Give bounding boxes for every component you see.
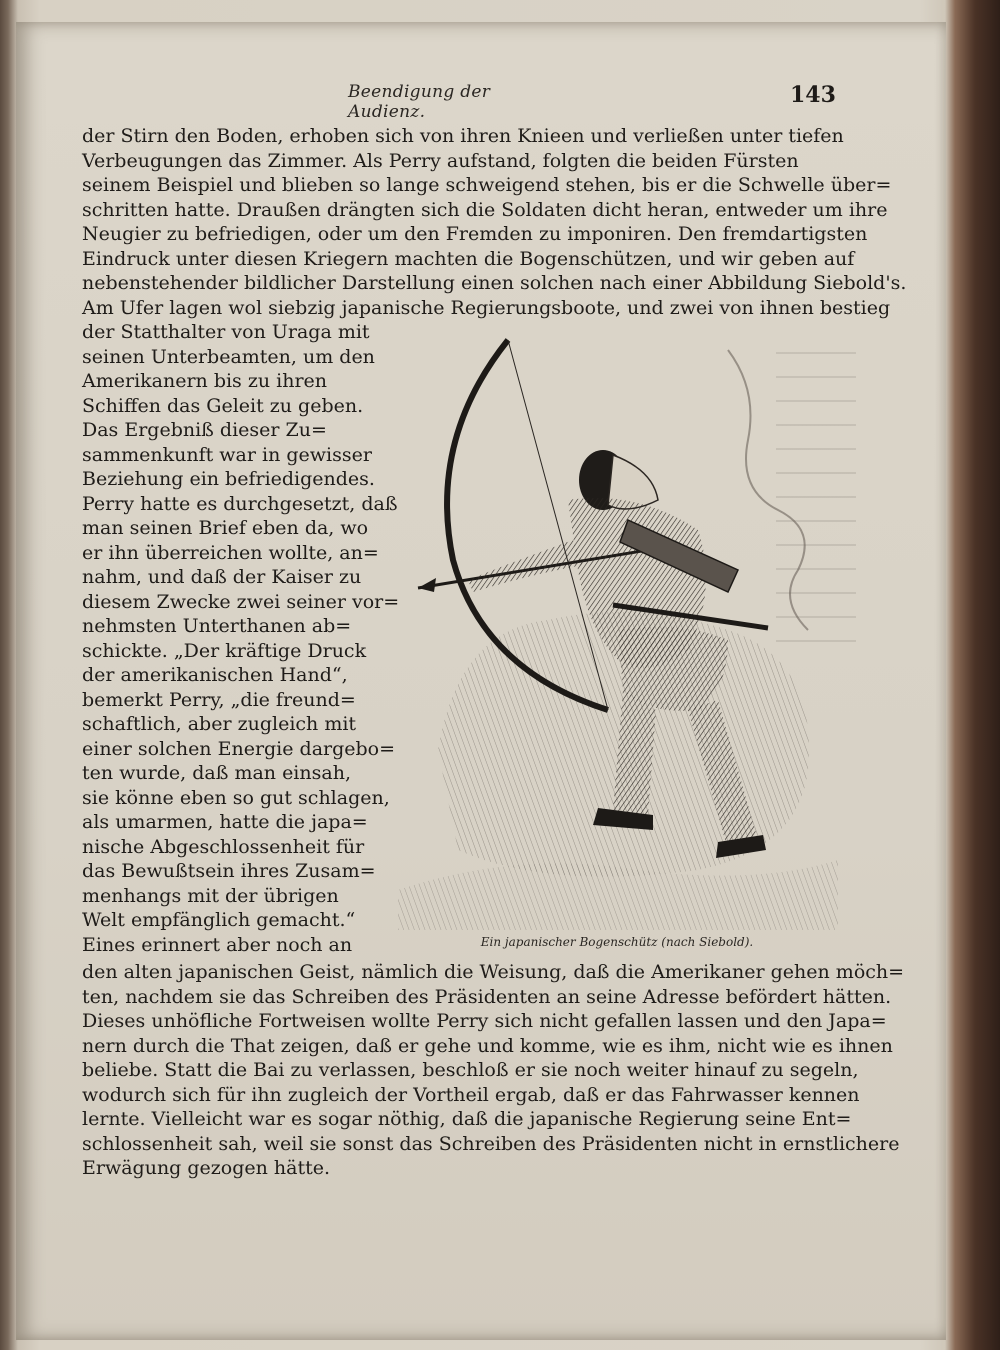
- text-line: Beziehung ein befriedigendes.: [82, 468, 375, 490]
- text-line: sammenkunft war in gewisser: [82, 443, 372, 466]
- archer-illustration: [398, 330, 838, 930]
- text-line: lernte. Vielleicht war es sogar nöthig, daß die japanische Regierung seine Ent=: [82, 1108, 852, 1130]
- text-line: Neugier zu befriedigen, oder um den Fremden zu imponiren. Den fremdartigsten: [82, 223, 868, 245]
- figure-caption: Ein japanischer Bogenschütz (nach Siebold).: [480, 935, 754, 949]
- text-line: Amerikanern bis zu ihren: [82, 370, 328, 392]
- text-line: der Statthalter von Uraga mit: [82, 321, 370, 343]
- text-line: Am Ufer lagen wol siebzig japanische Regierungsboote, und zwei von ihnen bestieg: [82, 296, 891, 319]
- text-line: man seinen Brief eben da, wo: [82, 517, 369, 539]
- text-line: den alten japanischen Geist, nämlich die Weisung, daß die Amerikaner gehen möch=: [82, 961, 905, 983]
- text-line: nische Abgeschlossenheit für: [82, 835, 365, 858]
- text-line: Schiffen das Geleit zu geben.: [82, 394, 364, 417]
- text-line: bemerkt Perry, „die freund=: [82, 688, 356, 711]
- text-line: schaftlich, aber zugleich mit: [82, 713, 357, 735]
- text-line: Perry hatte es durchgesetzt, daß: [82, 492, 398, 515]
- text-line: wodurch sich für ihn zugleich der Vortheil ergab, daß er das Fahrwasser kennen: [82, 1083, 860, 1106]
- text-line: seinem Beispiel und blieben so lange schweigend stehen, bis er die Schwelle über=: [82, 174, 892, 196]
- text-line: schickte. „Der kräftige Druck: [82, 639, 367, 662]
- running-head: Beendigung der Audienz.: [348, 82, 491, 122]
- text-line: Erwägung gezogen hätte.: [82, 1157, 331, 1179]
- text-line: diesem Zwecke zwei seiner vor=: [82, 590, 400, 613]
- text-line: beliebe. Statt die Bai zu verlassen, beschloß er sie noch weiter hinauf zu segeln,: [82, 1059, 859, 1081]
- text-line: nehmsten Unterthanen ab=: [82, 615, 352, 637]
- text-line: menhangs mit der übrigen: [82, 884, 339, 907]
- text-line: nern durch die That zeigen, daß er gehe und komme, wie es ihm, nicht wie es ihnen: [82, 1034, 893, 1057]
- text-line: schritten hatte. Draußen drängten sich die Soldaten dicht heran, entweder um ihre: [82, 198, 888, 221]
- text-line: als umarmen, hatte die japa=: [82, 811, 368, 833]
- text-line: Eines erinnert aber noch an: [82, 933, 353, 956]
- text-line: das Bewußtsein ihres Zusam=: [82, 860, 376, 882]
- text-line: schlossenheit sah, weil sie sonst das Schreiben des Präsidenten nicht in ernstlichere: [82, 1132, 900, 1155]
- text-line: ten wurde, daß man einsah,: [82, 762, 351, 784]
- text-line: nebenstehender bildlicher Darstellung einen solchen nach einer Abbildung Siebold's.: [82, 272, 907, 294]
- text-line: seinen Unterbeamten, um den: [82, 345, 375, 368]
- text-line: einer solchen Energie dargebo=: [82, 737, 396, 760]
- text-line: er ihn überreichen wollte, an=: [82, 541, 379, 564]
- text-line: ten, nachdem sie das Schreiben des Präsidenten an seine Adresse befördert hätten.: [82, 985, 892, 1008]
- text-line: Eindruck unter diesen Kriegern machten die Bogenschützen, und wir geben auf: [82, 247, 855, 270]
- text-line: Das Ergebniß dieser Zu=: [82, 419, 327, 441]
- text-line: Dieses unhöfliche Fortweisen wollte Perry sich nicht gefallen lassen und den Japa=: [82, 1010, 887, 1032]
- text-line: sie könne eben so gut schlagen,: [82, 786, 390, 809]
- text-line: nahm, und daß der Kaiser zu: [82, 566, 362, 588]
- page-number: 143: [790, 82, 836, 108]
- text-line: Verbeugungen das Zimmer. Als Perry aufstand, folgten die beiden Fürsten: [82, 149, 799, 172]
- text-line: der Stirn den Boden, erhoben sich von ihren Knieen und verließen unter tiefen: [82, 125, 844, 147]
- text-line: Welt empfänglich gemacht.“: [82, 909, 356, 931]
- text-line: der amerikanischen Hand“,: [82, 664, 348, 686]
